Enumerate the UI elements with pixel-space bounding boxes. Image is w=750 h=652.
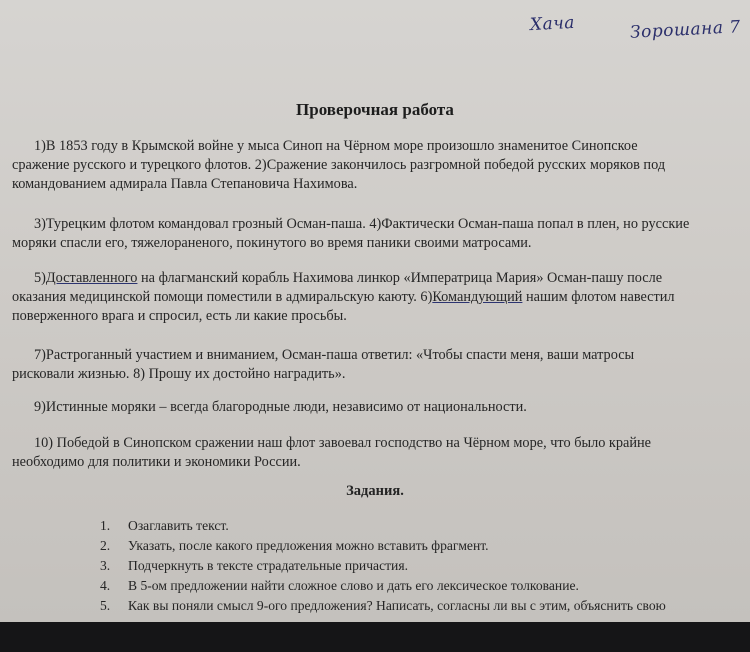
underlined-participle: Командующий: [432, 289, 523, 305]
underlined-participle: Доставленного: [45, 270, 138, 286]
paragraph-1: [12, 137, 740, 194]
paragraph-line: рисковали жизнью. 8) Прошу их достойно наградить».: [12, 366, 346, 382]
task-text: Подчеркнуть в тексте страдательные причастия.: [128, 558, 408, 573]
task-item: [100, 516, 740, 536]
paragraph-line: 9)Истинные моряки – всегда благородные люди, независимо от национальности.: [34, 399, 527, 415]
task-number: 4.: [100, 578, 111, 593]
dark-background-strip: [0, 622, 750, 652]
task-number: 2.: [100, 538, 111, 553]
paragraph-line: поверженного врага и спросил, есть ли какие просьбы.: [12, 308, 347, 324]
paragraph-3: [12, 269, 740, 326]
paragraph-line: необходимо для политики и экономики России.: [12, 454, 301, 470]
task-number: 1.: [100, 518, 111, 533]
task-text: Указать, после какого предложения можно вставить фрагмент.: [128, 538, 489, 553]
paragraph-5: [12, 398, 740, 417]
page-title: Проверочная работа: [296, 100, 454, 119]
paragraph-6: [12, 434, 740, 472]
task-text: Как вы поняли смысл 9-ого предложения? Написать, согласны ли вы с этим, объяснить свою: [128, 598, 666, 613]
task-item: [100, 536, 740, 556]
paragraph-line: 1)В 1853 году в Крымской войне у мыса Синоп на Чёрном море произошло знаменитое Синопское: [34, 138, 638, 154]
task-text: Озаглавить текст.: [128, 518, 229, 533]
text-fragment: оказания медицинской помощи поместили в адмиральскую каюту. 6): [12, 289, 433, 305]
paragraph-line: 3)Турецким флотом командовал грозный Осман-паша. 4)Фактически Осман-паша попал в плен, но русские: [34, 216, 690, 232]
paragraph-line: командованием адмирала Павла Степановича Нахимова.: [12, 176, 358, 192]
text-fragment: нашим флотом навестил: [522, 289, 675, 305]
task-text: В 5-ом предложении найти сложное слово и дать его лексическое толкование.: [128, 578, 579, 593]
handwritten-name-left: Хача: [529, 12, 576, 36]
task-number: 3.: [100, 558, 111, 573]
paragraph-line: моряки спасли его, тяжелораненого, покинутого во время паники своими матросами.: [12, 235, 532, 251]
task-item: [100, 596, 740, 616]
paragraph-line: 7)Растроганный участием и вниманием, Осман-паша ответил: «Чтобы спасти меня, ваши матросы: [34, 347, 635, 363]
paragraph-line: сражение русского и турецкого флотов. 2)Сражение закончилось разгромной победой русских моряков под: [12, 157, 666, 173]
tasks-list: [100, 516, 740, 616]
text-fragment: 5): [34, 270, 46, 286]
paragraph-line: 10) Победой в Синопском сражении наш флот завоевал господство на Чёрном море, что было крайне: [34, 435, 652, 451]
task-item: [100, 556, 740, 576]
paragraph-4: [12, 346, 740, 384]
task-item: [100, 576, 740, 596]
text-fragment: на флагманский корабль Нахимова линкор «Императрица Мария» Осман-пашу после: [137, 270, 663, 286]
task-number: 5.: [100, 598, 111, 613]
paragraph-2: [12, 215, 740, 253]
tasks-heading: Задания.: [346, 483, 404, 499]
paragraph-line: [12, 288, 740, 307]
handwritten-name-right: Зорошана 7: [629, 17, 742, 43]
paragraph-line: [12, 269, 740, 288]
